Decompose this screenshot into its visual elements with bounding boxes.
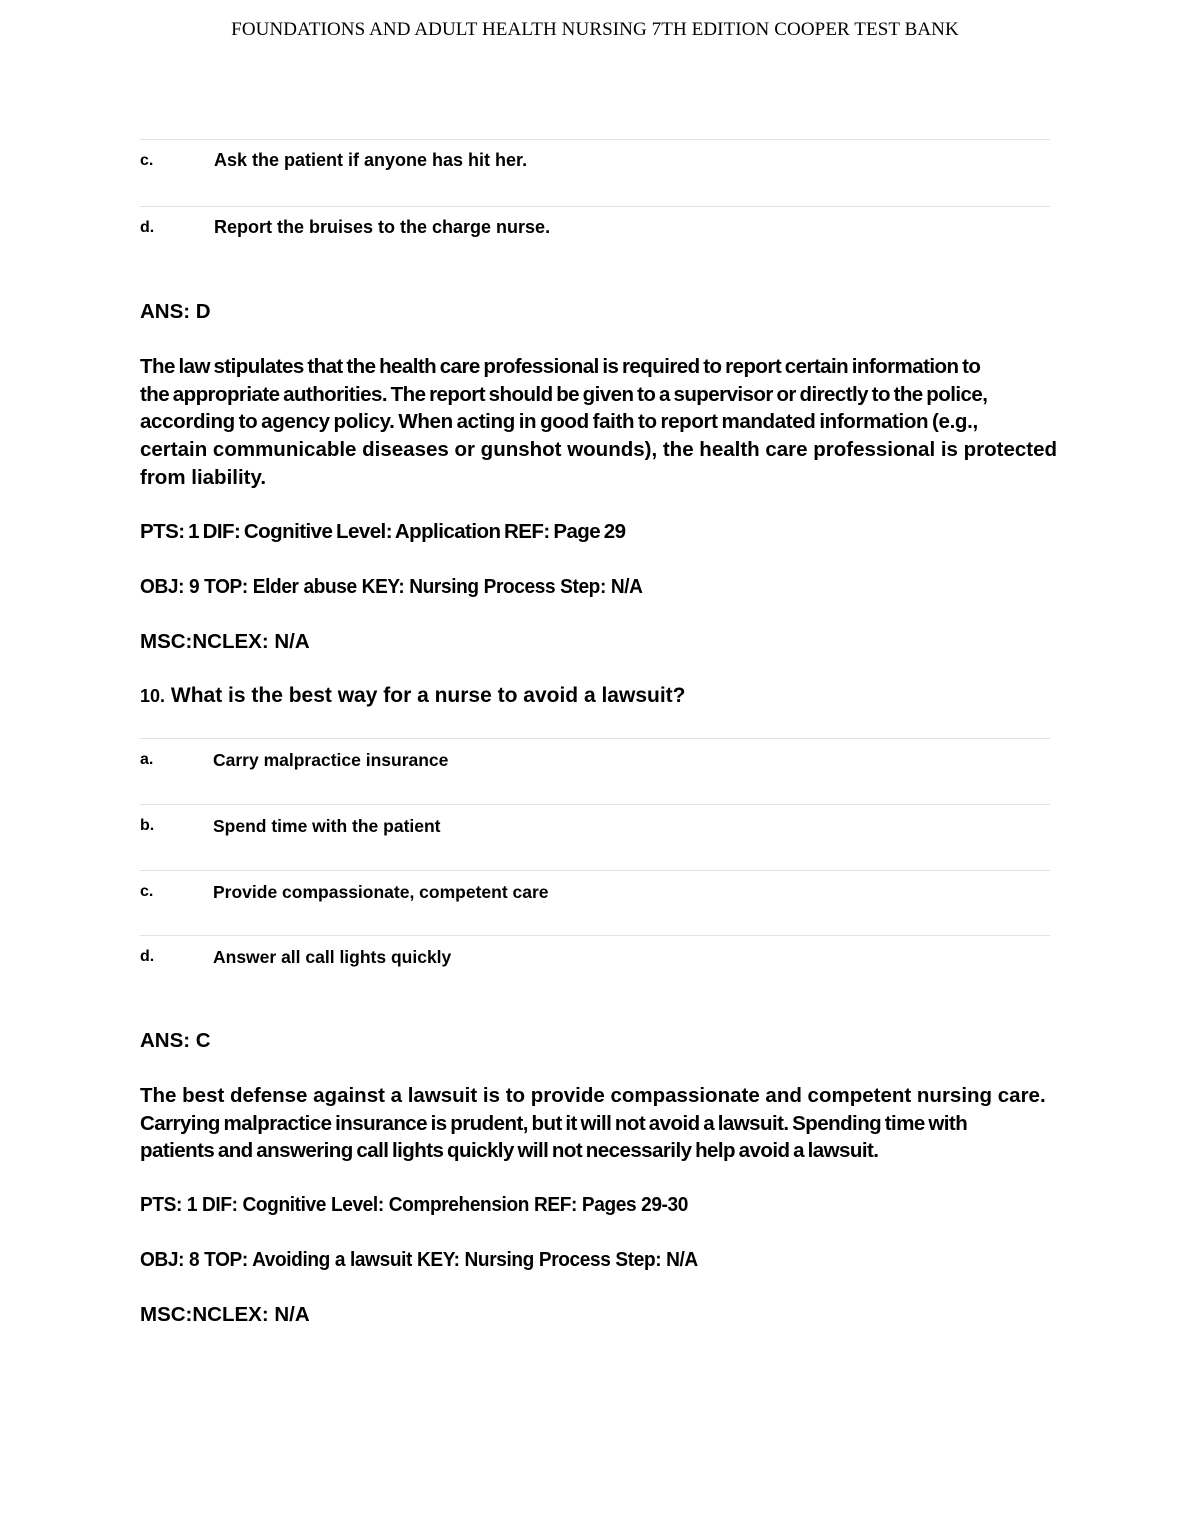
option-text: Provide compassionate, competent care bbox=[213, 882, 549, 902]
option-text: Carry malpractice insurance bbox=[213, 750, 449, 770]
question-number: 10. bbox=[140, 686, 166, 706]
q9-answer: ANS: D bbox=[140, 300, 211, 323]
option-text: Spend time with the patient bbox=[213, 816, 441, 836]
option-letter: d. bbox=[140, 948, 155, 965]
running-header: FOUNDATIONS AND ADULT HEALTH NURSING 7TH EDITION COOPER TEST BANK bbox=[231, 19, 959, 40]
q10-option-c bbox=[140, 870, 1050, 937]
rationale-line: according to agency policy. When acting in good faith to report mandated information (e.g., bbox=[140, 410, 978, 434]
question-text: What is the best way for a nurse to avoid a lawsuit? bbox=[170, 684, 686, 707]
option-letter: b. bbox=[140, 817, 155, 834]
q9-option-d bbox=[140, 206, 1050, 273]
q10-msc: MSC:NCLEX: N/A bbox=[140, 1303, 310, 1326]
option-letter: d. bbox=[140, 219, 155, 236]
rationale-line: from liability. bbox=[140, 465, 267, 489]
q10-option-d bbox=[140, 935, 1050, 1002]
option-text: Answer all call lights quickly bbox=[213, 947, 452, 967]
q10-answer: ANS: C bbox=[140, 1029, 211, 1052]
rationale-line: patients and answering call lights quickly will not necessarily help avoid a lawsuit. bbox=[140, 1139, 879, 1163]
q9-obj: OBJ: 9 TOP: Elder abuse KEY: Nursing Process Step: N/A bbox=[140, 575, 643, 598]
q9-rationale bbox=[140, 353, 1058, 492]
rationale-line: the appropriate authorities. The report should be given to a supervisor or directly to the police, bbox=[140, 382, 988, 406]
option-text: Ask the patient if anyone has hit her. bbox=[214, 150, 528, 170]
option-letter: c. bbox=[140, 152, 154, 169]
option-text: Report the bruises to the charge nurse. bbox=[214, 217, 551, 237]
option-letter: a. bbox=[140, 751, 154, 768]
q9-msc: MSC:NCLEX: N/A bbox=[140, 630, 310, 653]
q10-rationale bbox=[140, 1082, 1050, 1165]
rationale-line: certain communicable diseases or gunshot wounds), the health care professional is protected bbox=[140, 438, 1058, 462]
q9-option-c bbox=[140, 139, 1050, 206]
q10-question bbox=[140, 684, 685, 708]
q10-obj: OBJ: 8 TOP: Avoiding a lawsuit KEY: Nursing Process Step: N/A bbox=[140, 1248, 698, 1271]
rationale-line: The law stipulates that the health care professional is required to report certain information to bbox=[140, 355, 981, 378]
q10-pts: PTS: 1 DIF: Cognitive Level: Comprehension REF: Pages 29-30 bbox=[140, 1193, 689, 1216]
q9-pts: PTS: 1 DIF: Cognitive Level: Application REF: Page 29 bbox=[140, 520, 626, 543]
option-letter: c. bbox=[140, 883, 154, 900]
rationale-line: Carrying malpractice insurance is prudent, but it will not avoid a lawsuit. Spending time with bbox=[140, 1111, 968, 1135]
q10-option-a bbox=[140, 738, 1050, 805]
rationale-line: The best defense against a lawsuit is to provide compassionate and competent nursing care. bbox=[140, 1084, 1046, 1107]
q10-option-b bbox=[140, 804, 1050, 871]
